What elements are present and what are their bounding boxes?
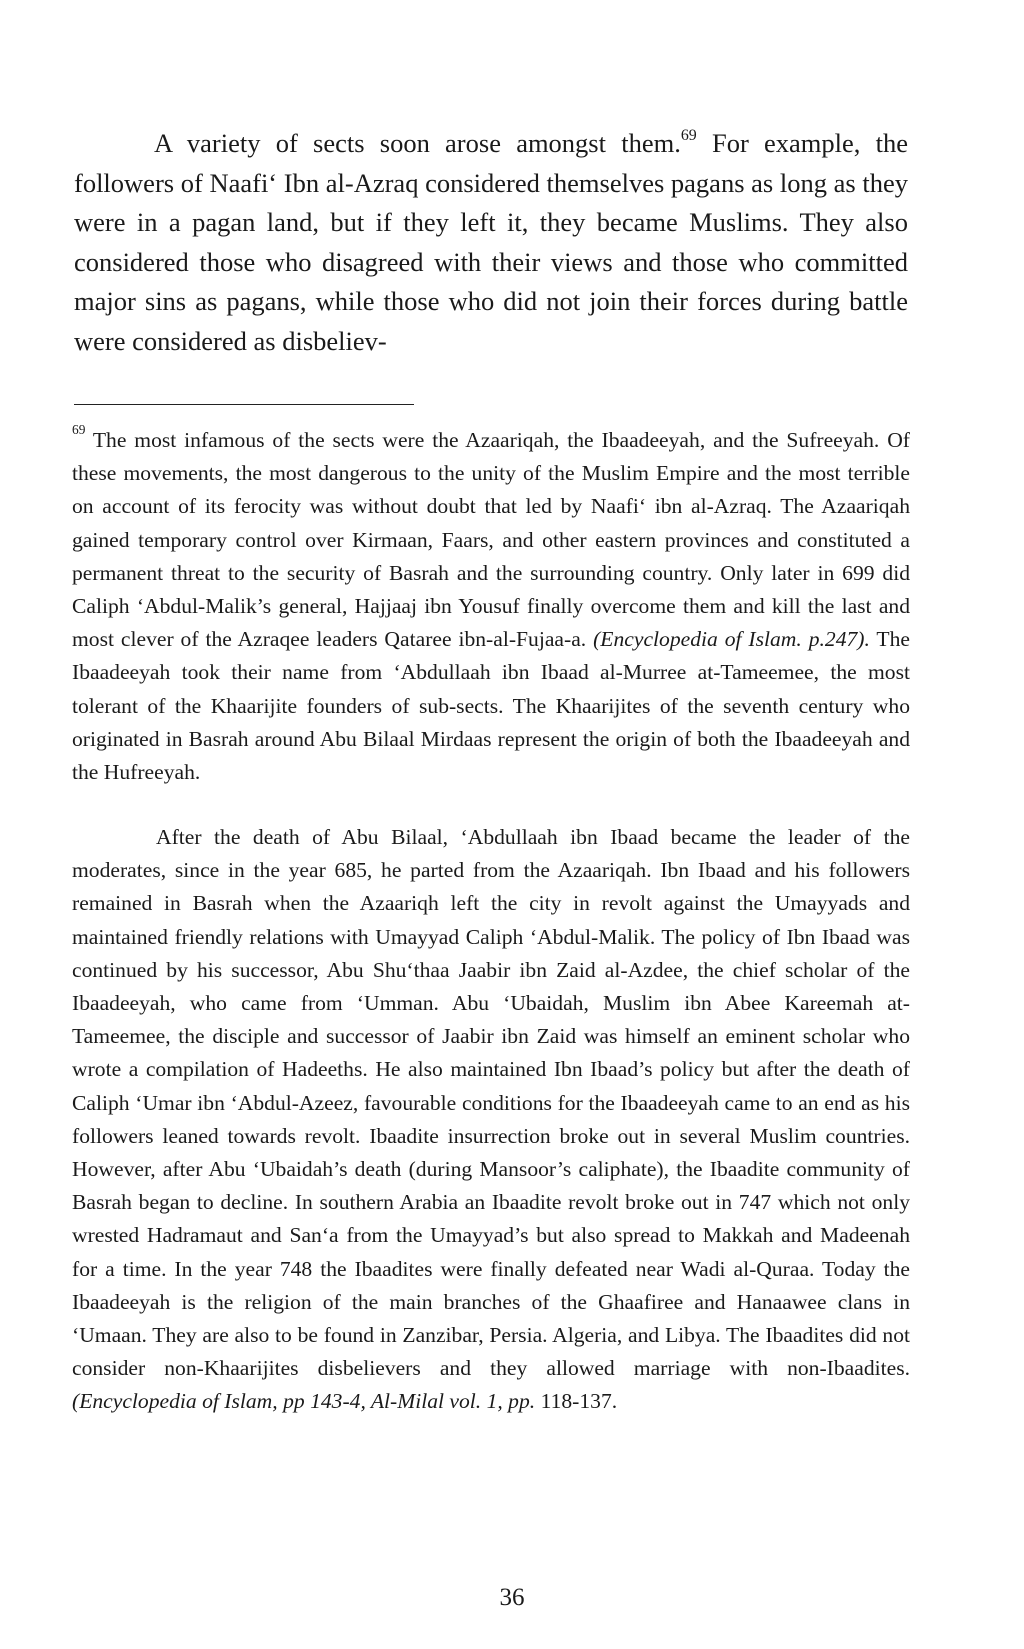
- footnote-reference: 69: [680, 126, 697, 144]
- footnote-citation-2: (Encyclopedia of Islam, pp 143-4, Al-Milal vol. 1, pp.: [72, 1389, 536, 1414]
- footnote-para2-end: 118-137.: [535, 1389, 618, 1414]
- footnote-divider: [74, 404, 414, 405]
- footnote-paragraph-2: [72, 821, 910, 1419]
- footnote-para2-text: After the death of Abu Bilaal, ‘Abdullaah ibn Ibaad became the leader of the moderates, since in the year 685, he parted from the Azaariqah. Ibn Ibaad and his followers remained in Basrah when the Azaariqh left the city in revolt against the Umayyads and maintained friendly relations with Umayyad Caliph ‘Abdul-Malik. The policy of Ibn Ibaad was continued by his successor, Abu Shu‘thaa Jaabir ibn Zaid al-Azdee, the chief scholar of the Ibaadeeyah, who came from ‘Umman. Abu ‘Ubaidah, Muslim ibn Abee Kareemah at-Tameemee, the disciple and successor of Jaabir ibn Zaid was himself an eminent scholar who wrote a compilation of Hadeeths. He also maintained Ibn Ibaad’s policy but after the death of Caliph ‘Umar ibn ‘Abdul-Azeez, favourable conditions for the Ibaadeeyah came to an end as his followers leaned towards revolt. Ibaadite insurrection broke out in several Muslim countries. However, after Abu ‘Ubaidah’s death (during Mansoor’s caliphate), the Ibaadite community of Basrah began to decline. In southern Arabia an Ibaadite revolt broke out in 747 which not only wrested Hadramaut and San‘a from the Umayyad’s but also spread to Makkah and Madeenah for a time. In the year 748 the Ibaadites were finally defeated near Wadi al-Quraa. Today the Ibaadeeyah is the religion of the main branches of the Ghaafiree and Hanaawee clans in ‘Umaan. They are also to be found in Zanzibar, Persia. Algeria, and Libya. The Ibaadites did not consider non-Khaarijites disbelievers and they allowed marriage with non-Ibaadites.: [72, 825, 910, 1381]
- main-text-before-note: A variety of sects soon arose amongst them.: [154, 128, 681, 158]
- footnote-paragraph-1: [72, 424, 910, 789]
- main-text-after-note: For example, the followers of Naafi‘ Ibn al-Azraq considered themselves pagans as long as they were in a pagan land, but if they left it, they became Muslims. They also considered those who disagreed with their views and those who committed major sins as pagans, while those who did not join their forces during battle were considered as disbeliev-: [74, 128, 908, 356]
- footnote-text-part2: The Ibaadeeyah took their name from ‘Abdullaah ibn Ibaad al-Murree at-Tameemee, the most tolerant of the Khaarijite founders of sub-sects. The Khaarijites of the seventh century who originated in Basrah around Abu Bilaal Mirdaas represent the origin of both the Ibaadeeyah and the Hufreeyah.: [72, 627, 910, 785]
- footnote-citation-1: (Encyclopedia of Islam. p.247).: [593, 627, 870, 652]
- footnote-text-part1: The most infamous of the sects were the Azaariqah, the Ibaadeeyah, and the Sufreeyah. Of these movements, the most dangerous to the unity of the Muslim Empire and the most terrible on account of its ferocity was without doubt that led by Naafi‘ ibn al-Azraq. The Azaariqah gained temporary control over Kirmaan, Faars, and other eastern provinces and constituted a permanent threat to the security of Basrah and the surrounding country. Only later in 699 did Caliph ‘Abdul-Malik’s general, Hajjaaj ibn Yousuf finally overcome them and kill the last and most clever of the Azraqee leaders Qataree ibn-al-Fujaa-a.: [72, 428, 910, 652]
- page-number: 36: [499, 1584, 525, 1611]
- footnote-number: 69: [72, 422, 86, 438]
- main-paragraph: [74, 124, 908, 361]
